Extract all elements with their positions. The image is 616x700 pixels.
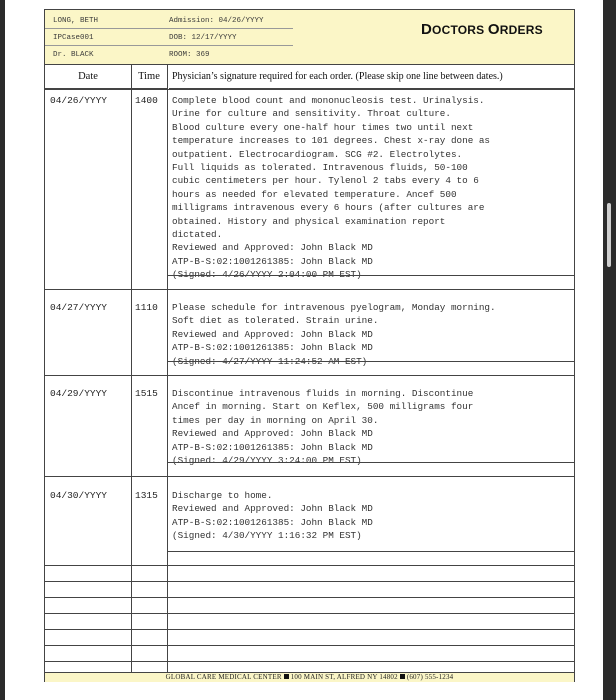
order-text-line: ATP-B-S:02:1001261385: John Black MD [172,255,373,267]
row-line [45,565,574,566]
order-text-line: obtained. History and physical examination report [172,215,446,227]
entry-end-line [167,275,574,276]
order-text-line: Discharge to home. [172,490,273,501]
form-footer [45,672,574,682]
footer-organization: GLOBAL CARE MEDICAL CENTER [165,673,282,681]
order-text-line: (Signed: 4/26/YYYY 2:04:00 PM EST) [172,269,362,281]
admission-date: Admission: 04/26/YYYY [169,17,264,25]
order-text-line: Please schedule for intravenous pyelogram, Monday morning. [172,302,496,313]
row-line [45,289,574,290]
column-header-instruction: Physician’s signature required for each order. (Please skip one line between dates.) [169,64,574,89]
header-divider [45,28,293,29]
order-text-line: ATP-B-S:02:1001261385: John Black MD [172,516,373,528]
column-header-date: Date [45,64,131,89]
order-date: 04/26/YYYY [50,95,108,106]
patient-name: LONG, BETH [53,17,99,25]
order-time: 1400 [135,95,158,106]
empty-row-line [45,613,574,614]
order-text-line: Reviewed and Approved: John Black MD [172,503,373,515]
row-line [45,476,574,477]
header-row-line [45,89,574,90]
order-text-line: Ancef in morning. Start on Keflex, 500 milligrams four [172,401,474,413]
order-text-line: dictated. [172,229,223,240]
doctors-orders-form [44,9,575,682]
column-header-time: Time [131,64,167,89]
order-text-line: temperature increases to 101 degrees. Chest x-ray done as [172,135,491,147]
order-text-line: Reviewed and Approved: John Black MD [172,328,373,340]
empty-row-line [45,629,574,630]
row-line [45,375,574,376]
header-divider [45,45,293,46]
empty-row-line [45,597,574,598]
room-number: ROOM: 369 [169,51,210,59]
order-text-line: (Signed: 4/29/YYYY 3:24:00 PM EST) [172,455,362,466]
scrollbar-thumb[interactable] [607,203,611,267]
physician-name: Dr. BLACK [53,51,94,59]
order-time: 1515 [135,388,158,399]
order-time: 1315 [135,490,158,501]
date-of-birth: DOB: 12/17/YYYY [169,34,237,42]
order-date: 04/30/YYYY [50,490,108,501]
order-text-line: Full liquids as tolerated. Intravenous fluids, 50-100 [172,162,468,173]
order-text-line: outpatient. Electrocardiogram. SCG #2. Electrolytes. [172,148,463,160]
case-id: IPCase001 [53,34,94,42]
entry-end-line [167,551,574,552]
footer-address: 100 MAIN ST, ALFRED NY 14802 [290,673,398,681]
order-text-line: Blood culture every one-half hour times two until next [172,121,474,133]
order-text-line: ATP-B-S:02:1001261385: John Black MD [172,342,373,354]
order-text-line: Urine for culture and sensitivity. Throat culture. [172,108,451,120]
order-text-line: milligrams intravenous every 6 hours (after cultures are [172,202,485,214]
order-text-line: Reviewed and Approved: John Black MD [172,428,373,440]
order-date: 04/27/YYYY [50,302,108,313]
order-time: 1110 [135,302,158,313]
order-date: 04/29/YYYY [50,388,108,399]
empty-row-line [45,645,574,646]
entry-end-line [167,361,574,362]
separator-square-icon [400,674,405,679]
order-text-line: Soft diet as tolerated. Strain urine. [172,315,379,327]
order-text-line: cubic centimeters per hour. Tylenol 2 tabs every 4 to 6 [172,175,479,187]
separator-square-icon [284,674,289,679]
order-text-line: (Signed: 4/27/YYYY 11:24:52 AM EST) [172,355,368,367]
order-text-line: Complete blood count and mononucleosis test. Urinalysis. [172,95,485,106]
order-text-line: hours as needed for elevated temperature. Ancef 500 [172,188,457,200]
footer-phone: (607) 555-1234 [406,673,454,681]
form-header [45,10,574,65]
form-title: DOCTORS ORDERS [421,21,543,38]
empty-row-line [45,661,574,662]
order-text-line: (Signed: 4/30/YYYY 1:16:32 PM EST) [172,530,362,542]
entry-end-line [167,462,574,463]
order-text-line: times per day in morning on April 30. [172,414,379,426]
order-text-line: Discontinue intravenous fluids in morning. Discontinue [172,388,474,399]
empty-row-line [45,581,574,582]
document-page [5,0,603,700]
order-text-line: Reviewed and Approved: John Black MD [172,242,373,254]
order-text-line: ATP-B-S:02:1001261385: John Black MD [172,441,373,453]
